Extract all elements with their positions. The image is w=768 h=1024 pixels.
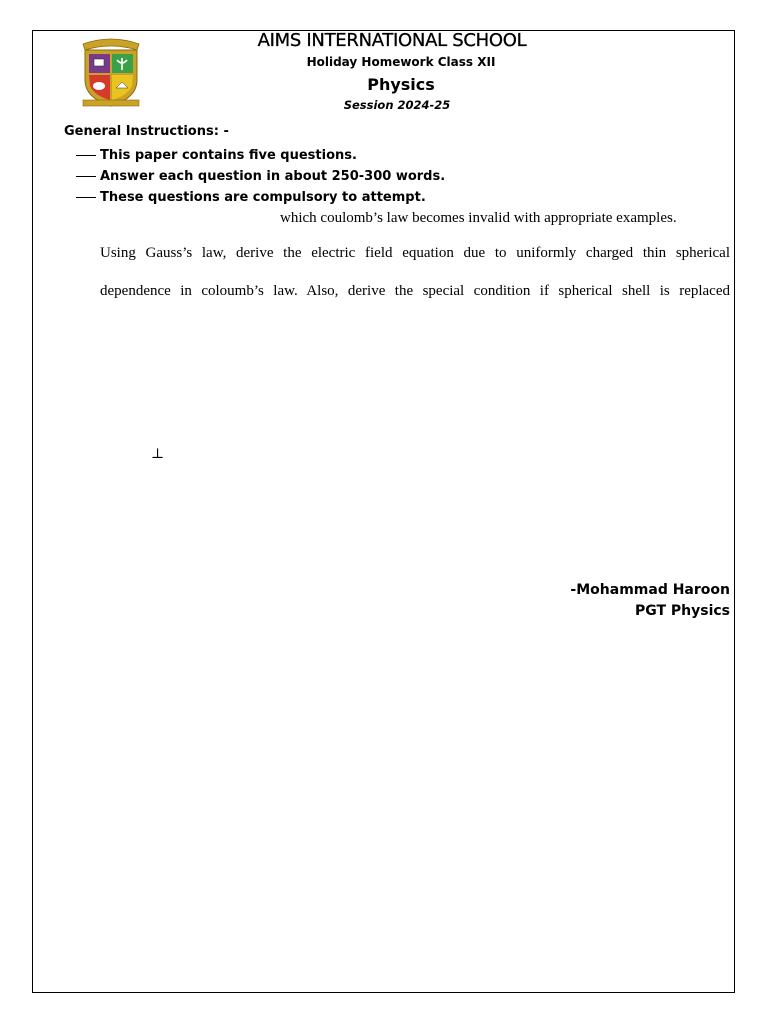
homework-subtitle: Holiday Homework Class XII (306, 55, 496, 69)
subject-title: Physics (367, 75, 435, 94)
question-text-line: Using Gauss’s law, derive the electric field equation due to uniformly charged thin spherical (100, 245, 730, 261)
perpendicular-symbol: ⊥ (151, 446, 165, 462)
instructions-heading: General Instructions: - (64, 124, 229, 139)
instruction-text: Answer each question in about 250-300 words. (100, 169, 446, 184)
dash-icon (76, 155, 96, 156)
instruction-item (76, 187, 445, 208)
question-text-line: dependence in coloumb’s law. Also, derive the special condition if spherical shell is replaced (100, 283, 730, 299)
teacher-title: PGT Physics (634, 603, 730, 619)
school-name: AIMS INTERNATIONAL SCHOOL (257, 30, 527, 51)
instructions-list (76, 145, 445, 208)
instruction-text: This paper contains five questions. (100, 148, 357, 163)
question-text-line: which coulomb’s law becomes invalid with appropriate examples. (280, 210, 677, 226)
teacher-name: -Mohammad Haroon (570, 582, 730, 598)
dash-icon (76, 197, 96, 198)
signature-block (570, 580, 730, 622)
instruction-item (76, 145, 445, 166)
instruction-item (76, 166, 445, 187)
session-label: Session 2024-25 (343, 98, 451, 112)
instruction-text: These questions are compulsory to attempt. (100, 190, 426, 205)
dash-icon (76, 176, 96, 177)
